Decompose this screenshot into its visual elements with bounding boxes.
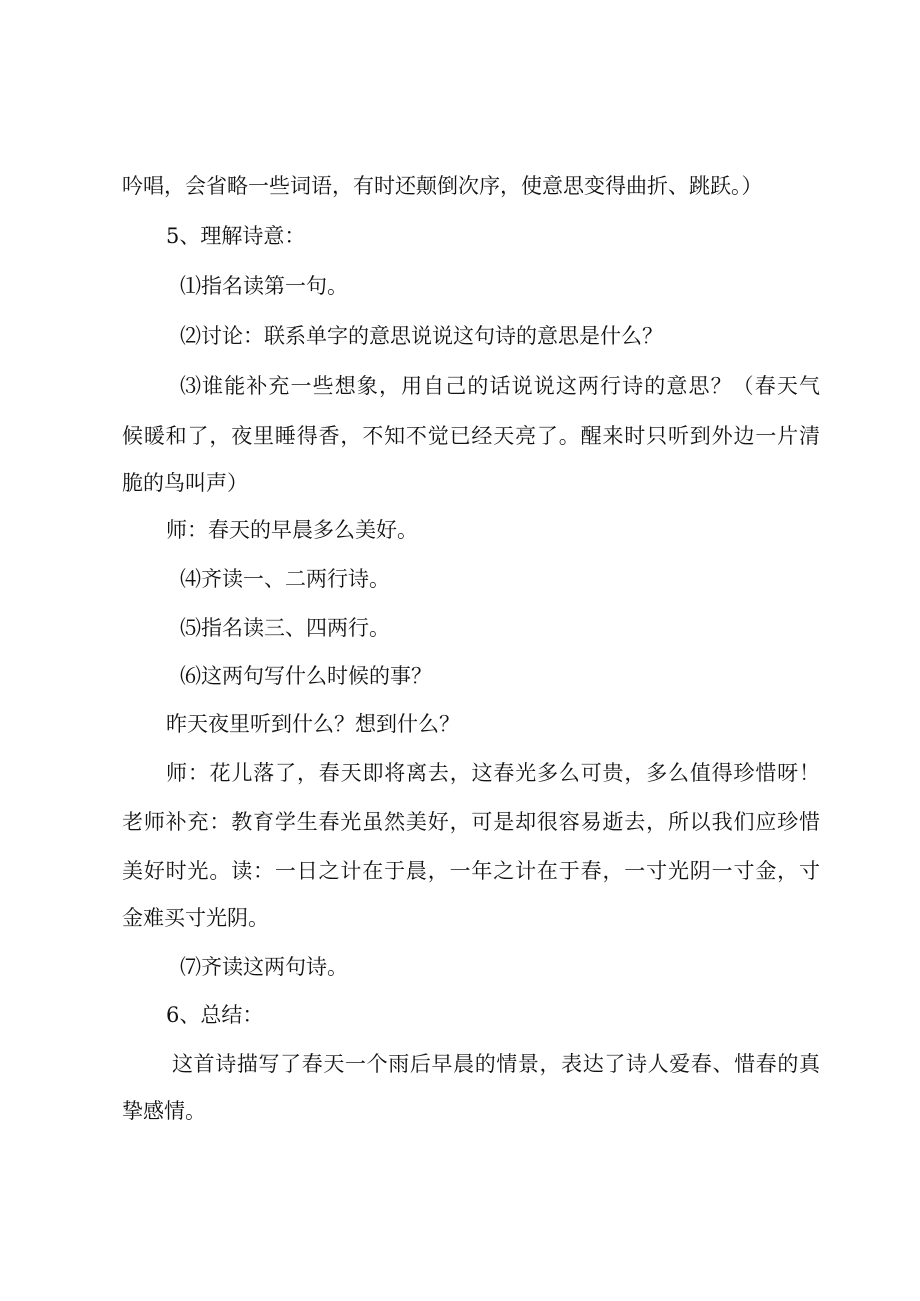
text-line: 老师补充：教育学生春光虽然美好，可是却很容易逝去，所以我们应珍惜 bbox=[122, 810, 820, 834]
section-heading: 6、总结： bbox=[166, 1003, 264, 1027]
list-item: ⑹这两句写什么时候的事？ bbox=[180, 664, 432, 688]
text-line: 师：花儿落了，春天即将离去，这春光多么可贵，多么值得珍惜呀！ bbox=[166, 761, 820, 785]
text-line: 吟唱，会省略一些词语，有时还颠倒次序，使意思变得曲折、跳跃。） bbox=[122, 174, 763, 198]
text-line: 师：春天的早晨多么美好。 bbox=[166, 518, 418, 542]
text-line: 这首诗描写了春天一个雨后早晨的情景，表达了诗人爱春、惜春的真 bbox=[172, 1052, 820, 1076]
list-item: ⑷齐读一、二两行诗。 bbox=[180, 567, 390, 591]
list-item: ⑶谁能补充一些想象，用自己的话说说这两行诗的意思？（春天气 bbox=[180, 374, 820, 398]
list-item: ⑴指名读第一句。 bbox=[180, 274, 348, 298]
text-line: 昨天夜里听到什么？想到什么？ bbox=[166, 712, 460, 736]
section-heading: 5、理解诗意： bbox=[166, 224, 306, 248]
list-item: ⑺齐读这两句诗。 bbox=[180, 955, 348, 979]
text-line: 金难买寸光阴。 bbox=[122, 906, 269, 930]
list-item: ⑵讨论：联系单字的意思说说这句诗的意思是什么？ bbox=[180, 324, 663, 348]
text-line: 挚感情。 bbox=[122, 1099, 206, 1123]
text-line: 脆的鸟叫声） bbox=[122, 471, 248, 495]
text-line: 美好时光。读：一日之计在于晨，一年之计在于春，一寸光阴一寸金，寸 bbox=[122, 859, 820, 883]
list-item: ⑸指名读三、四两行。 bbox=[180, 616, 390, 640]
text-line: 候暖和了，夜里睡得香，不知不觉已经天亮了。醒来时只听到外边一片清 bbox=[122, 424, 820, 448]
